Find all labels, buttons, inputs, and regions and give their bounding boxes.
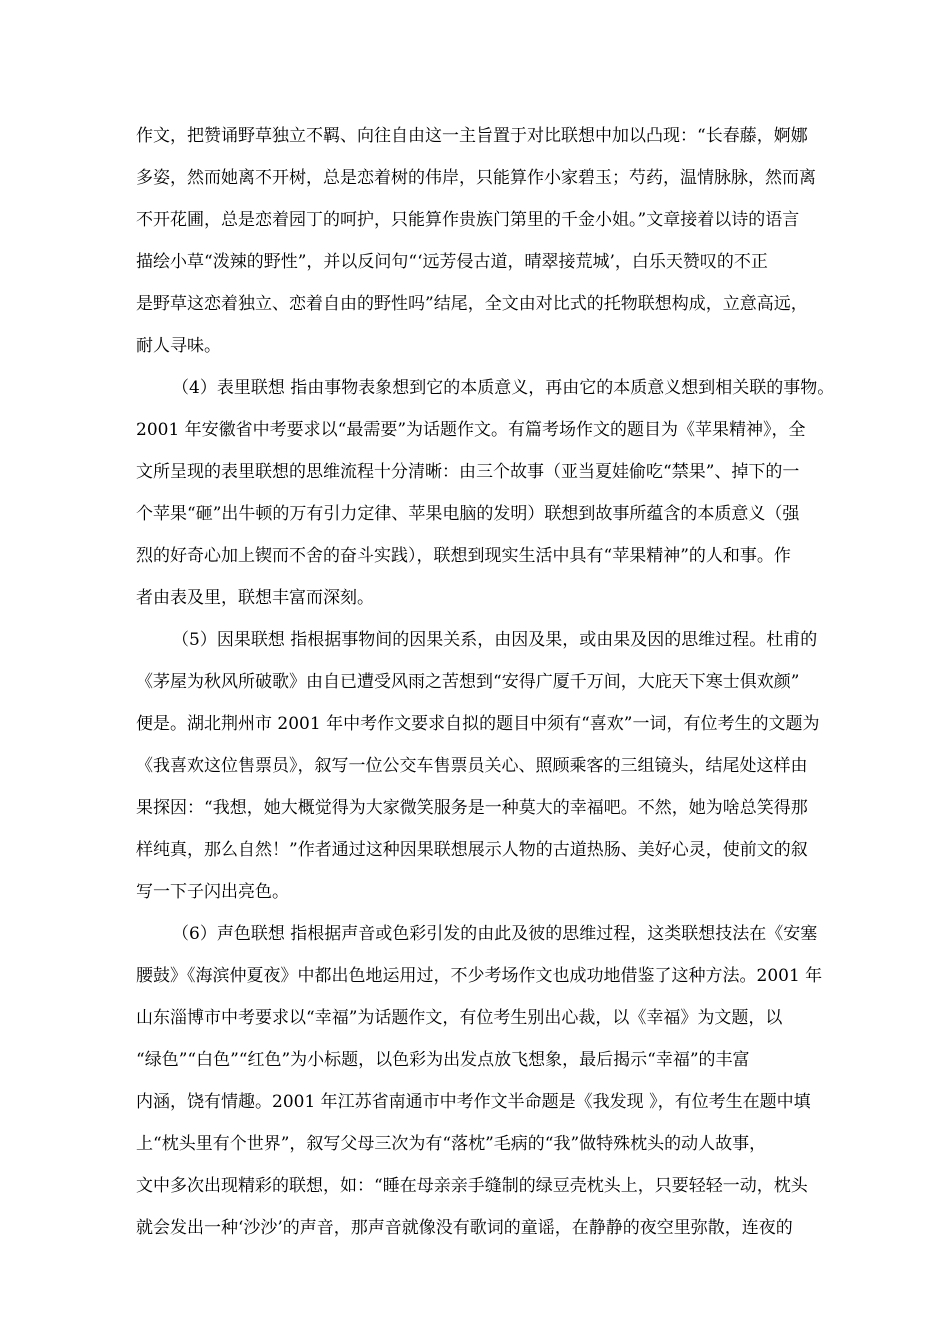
text-line: 是野草这恋着独立、恋着自由的野性吗”结尾，全文由对比式的托物联想构成，立意高远， [136,294,808,314]
text-line: 描绘小草“泼辣的野性”，并以反问句“‘远芳侵古道，晴翠接荒城’，白乐天赞叹的不正 [136,252,768,272]
text-line: 不开花圃，总是恋着园丁的呵护，只能算作贵族门第里的千金小姐。”文章接着以诗的语言 [136,210,800,230]
text-line: 文中多次出现精彩的联想，如：“睡在母亲亲手缝制的绿豆壳枕头上，只要轻轻一动，枕头 [136,1176,808,1196]
text-line: 烈的好奇心加上锲而不舍的奋斗实践），联想到现实生活中具有“苹果精神”的人和事。作 [136,546,791,566]
text-line: 作文，把赞诵野草独立不羁、向往自由这一主旨置于对比联想中加以凸现：“长春藤，婀娜 [136,126,808,146]
text-line: 样纯真，那么自然！”作者通过这种因果联想展示人物的古道热肠、美好心灵，使前文的叙 [136,840,808,860]
text-line: 个苹果“砸”出牛顿的万有引力定律、苹果电脑的发明）联想到故事所蕴含的本质意义（强 [136,504,800,524]
paragraph-heading-line: （6）声色联想 指根据声音或色彩引发的由此及彼的思维过程，这类联想技法在《安塞 [172,924,818,944]
text-line: 写一下子闪出亮色。 [136,882,289,902]
text-line: 腰鼓》《海滨仲夏夜》中都出色地运用过，不少考场作文也成功地借鉴了这种方法。2001 年 [136,966,823,986]
text-line: 2001 年安徽省中考要求以“最需要”为话题作文。有篇考场作文的题目为《苹果精神》，全 [136,420,806,440]
paragraph-heading-line: （5）因果联想 指根据事物间的因果关系，由因及果，或由果及因的思维过程。杜甫的 [172,630,818,650]
text-line: 文所呈现的表里联想的思维流程十分清晰：由三个故事（亚当夏娃偷吃“禁果”、掉下的一 [136,462,800,482]
text-line: 《茅屋为秋风所破歌》由自已遭受风雨之苦想到“安得广厦千万间，大庇天下寒士俱欢颜” [136,672,800,692]
text-line: 内涵，饶有情趣。2001 年江苏省南通市中考作文半命题是《我发现 》，有位考生在题中填 [136,1092,811,1112]
text-line: 多姿，然而她离不开树，总是恋着树的伟岸，只能算作小家碧玉；芍药，温情脉脉，然而离 [136,168,816,188]
text-line: 者由表及里，联想丰富而深刻。 [136,588,374,608]
text-line: 果探因：“我想，她大概觉得为大家微笑服务是一种莫大的幸福吧。不然，她为啥总笑得那 [136,798,808,818]
text-line: 上“枕头里有个世界”，叙写父母三次为有“落枕”毛病的“我”做特殊枕头的动人故事， [136,1134,767,1154]
paragraph-heading-line: （4）表里联想 指由事物表象想到它的本质意义，再由它的本质意义想到相关联的事物。 [172,378,835,398]
text-line: 耐人寻味。 [136,336,221,356]
text-line: 《我喜欢这位售票员》，叙写一位公交车售票员关心、照顾乘客的三组镜头，结尾处这样由 [136,756,808,776]
text-line: “绿色”“白色”“红色”为小标题，以色彩为出发点放飞想象，最后揭示“幸福”的丰富 [136,1050,750,1070]
text-line: 就会发出一种‘沙沙’的声音，那声音就像没有歌词的童谣，在静静的夜空里弥散，连夜的 [136,1218,793,1238]
text-line: 便是。湖北荆州市 2001 年中考作文要求自拟的题目中须有“喜欢”一词，有位考生的文题为 [136,714,820,734]
text-line: 山东淄博市中考要求以“幸福”为话题作文，有位考生别出心裁，以《幸福》为文题，以 [136,1008,783,1028]
